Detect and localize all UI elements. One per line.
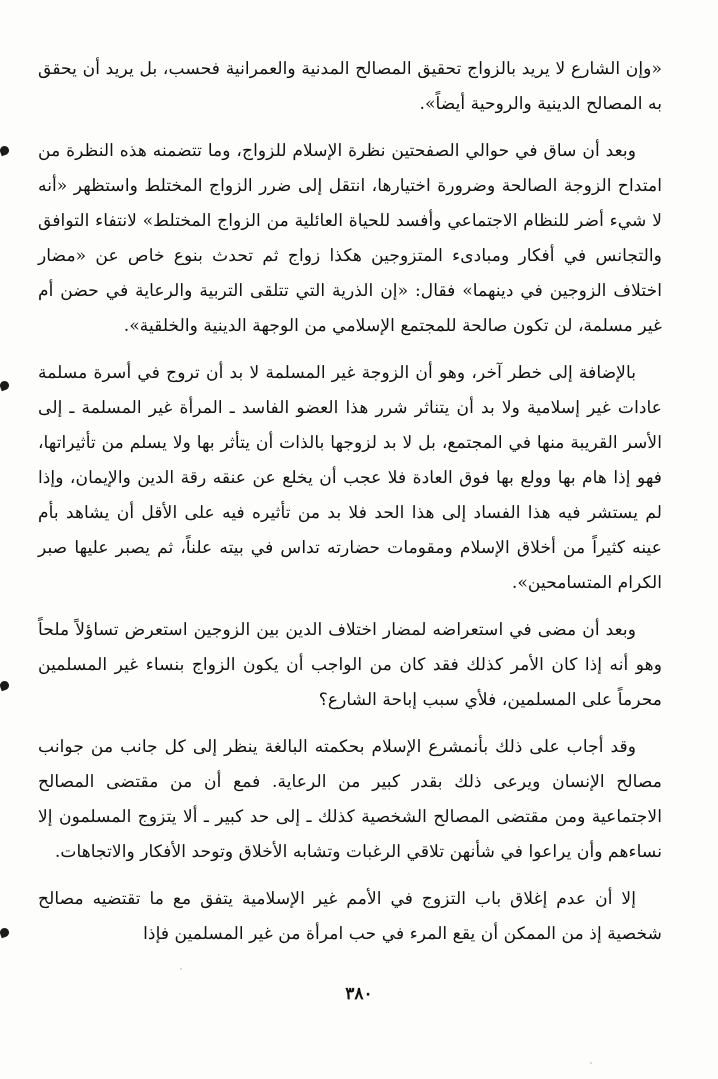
paragraph-answer: وقد أجاب على ذلك بأنمشرع الإسلام بحكمته البالغة ينظر إلى كل جانب من جوانب مصالح الإنسان ويرعى ذلك بقدر كبير من الرعاية. فمع أن من مقتضى المصالح الاجتماعية ومن مقتضى المصالح الشخصية كذلك ـ إلى حد كبير ـ ألا يتزوج المسلمون إلا نساءهم وأن يراعوا في شأنهن تلاقي الرغبات وتشابه الأخلاق وتوحد الأفكار والاتجاهات.	[38, 737, 662, 862]
body-text	[38, 52, 662, 952]
margin-ink-mark	[0, 680, 10, 692]
paper-speck	[590, 1062, 592, 1064]
margin-ink-mark	[0, 145, 10, 157]
margin-ink-mark	[0, 380, 10, 392]
paragraph-other-danger: بالإضافة إلى خطر آخر، وهو أن الزوجة غير المسلمة لا بد أن تروج في أسرة مسلمة عادات غير إسلامية ولا بد أن يتناثر شرر هذا العضو الفاسد ـ المرأة غير المسلمة ـ إلى الأسر القريبة منها في المجتمع، بل لا بد لزوجها بالذات أن يتأثر بها ولا يسلم من تأثيراتها، فهو إذا هام بها وولع بها فوق العادة فلا عجب أن يخلع عن عنقه رقة الدين والإيمان، وإذا لم يستشر فيه هذا الفساد إلى هذا الحد فلا بد من تأثيره فيه على الأقل أن يشاهد بأم عينه كثيراً من أخلاق الإسلام ومقومات حضارته تداس في بيته علناً، ثم يصبر عليها صبر الكرام المتسامحين».	[38, 363, 662, 593]
paper-speck	[180, 968, 182, 970]
margin-ink-mark	[0, 927, 10, 939]
paragraph-marriage-view: وبعد أن ساق في حوالي الصفحتين نظرة الإسلام للزواج، وما تتضمنه هذه النظرة من امتداح الزوجة الصالحة وضرورة اختيارها، انتقل إلى ضرر الزواج المختلط واستظهر «أنه لا شيء أضر للنظام الاجتماعي وأفسد للحياة العائلية من الزواج المختلط» لانتفاء التوافق والتجانس في أفكار ومبادىء المتزوجين هكذا زواج ثم تحدث بنوع خاص عن «مضار اختلاف الزوجين في دينهما» فقال: «إن الذرية التي تتلقى التربية والرعاية في حضن أم غير مسلمة، لن تكون صالحة للمجتمع الإسلامي من الوجهة الدينية والخلقية».	[38, 141, 662, 336]
paragraph-question: وبعد أن مضى في استعراضه لمضار اختلاف الدين بين الزوجين استعرض تساؤلاً ملحاً وهو أنه إذا كان الأمر كذلك فقد كان من الواجب أن يكون الزواج بنساء غير المسلمين محرماً على المسلمين، فلأي سبب إباحة الشارع؟	[38, 620, 662, 710]
paragraph-final: إلا أن عدم إغلاق باب التزوج في الأمم غير الإسلامية يتفق مع ما تقتضيه مصالح شخصية إذ من الممكن أن يقع المرء في حب امرأة من غير المسلمين فإذا	[38, 889, 662, 944]
page-number: ٣٨٠	[345, 984, 373, 1004]
paragraph-quote-continuation: «وإن الشارع لا يريد بالزواج تحقيق المصالح المدنية والعمرانية فحسب، بل يريد أن يحقق به المصالح الدينية والروحية أيضاً».	[38, 59, 662, 114]
